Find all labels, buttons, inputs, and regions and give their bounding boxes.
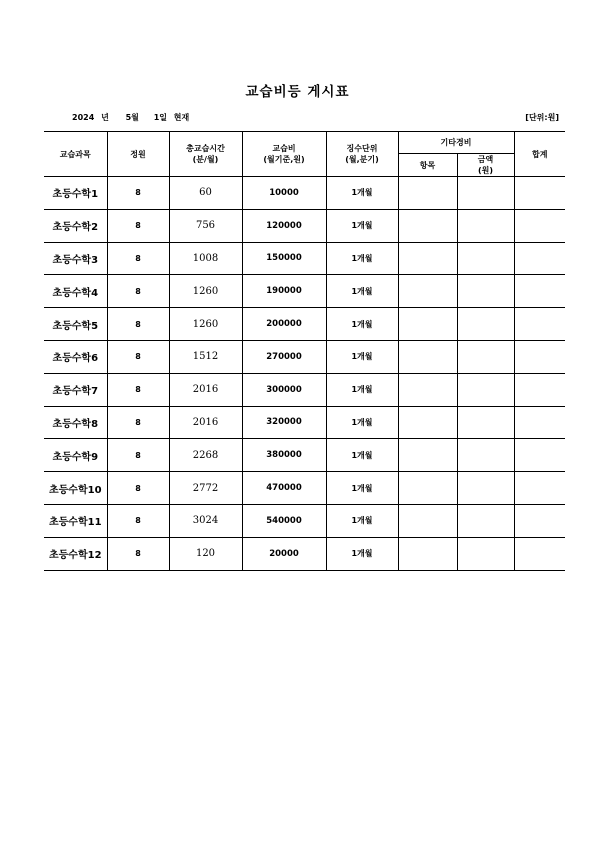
header-fee <box>242 132 326 177</box>
table-row <box>44 373 565 406</box>
header-total: 합계 <box>514 132 565 177</box>
cell-period: 1개월 <box>326 537 398 570</box>
cell-subject: 초등수학6 <box>44 340 107 373</box>
cell-subject: 초등수학8 <box>44 406 107 439</box>
cell-hours: 1260 <box>169 275 242 308</box>
cell-total <box>514 537 565 570</box>
table-row <box>44 275 565 308</box>
fee-table <box>44 131 565 571</box>
header-other-expenses: 기타경비 <box>398 132 514 154</box>
cell-hours: 2016 <box>169 406 242 439</box>
cell-total <box>514 242 565 275</box>
date-month: 5월 <box>125 113 139 122</box>
cell-total <box>514 177 565 210</box>
cell-item <box>398 504 457 537</box>
table-row <box>44 406 565 439</box>
document-title: 교습비등 게시표 <box>245 84 350 100</box>
table-row <box>44 439 565 472</box>
cell-period: 1개월 <box>326 406 398 439</box>
cell-capacity: 8 <box>107 406 169 439</box>
cell-hours: 1260 <box>169 308 242 341</box>
cell-fee: 120000 <box>242 209 326 242</box>
cell-period: 1개월 <box>326 209 398 242</box>
cell-subject: 초등수학5 <box>44 308 107 341</box>
cell-amount <box>457 242 514 275</box>
date-day: 1일 <box>153 113 167 122</box>
cell-item <box>398 439 457 472</box>
cell-capacity: 8 <box>107 537 169 570</box>
cell-total <box>514 504 565 537</box>
table-row <box>44 537 565 570</box>
table-row <box>44 209 565 242</box>
unit-note: [단위:원] <box>525 113 559 122</box>
date-line <box>72 112 193 123</box>
cell-item <box>398 308 457 341</box>
cell-fee: 470000 <box>242 472 326 505</box>
cell-item <box>398 406 457 439</box>
cell-hours: 2016 <box>169 373 242 406</box>
table-row <box>44 340 565 373</box>
table-body <box>44 177 565 571</box>
cell-period: 1개월 <box>326 373 398 406</box>
cell-item <box>398 209 457 242</box>
cell-total <box>514 472 565 505</box>
date-year: 2024 <box>72 113 95 122</box>
cell-item <box>398 275 457 308</box>
cell-capacity: 8 <box>107 472 169 505</box>
header-item: 항목 <box>398 154 457 177</box>
cell-fee: 20000 <box>242 537 326 570</box>
cell-item <box>398 177 457 210</box>
cell-capacity: 8 <box>107 242 169 275</box>
header-amount-line1: 금액 <box>477 155 494 164</box>
cell-period: 1개월 <box>326 242 398 275</box>
table-row <box>44 242 565 275</box>
cell-subject: 초등수학2 <box>44 209 107 242</box>
header-hours-line2: (분/월) <box>192 155 219 164</box>
header-period-line2: (월,분기) <box>345 155 379 164</box>
header-subject: 교습과목 <box>44 132 107 177</box>
cell-fee: 320000 <box>242 406 326 439</box>
cell-total <box>514 406 565 439</box>
cell-hours: 120 <box>169 537 242 570</box>
cell-capacity: 8 <box>107 275 169 308</box>
date-suffix: 현재 <box>173 113 190 122</box>
cell-subject: 초등수학7 <box>44 373 107 406</box>
cell-hours: 1008 <box>169 242 242 275</box>
cell-item <box>398 242 457 275</box>
cell-fee: 200000 <box>242 308 326 341</box>
cell-period: 1개월 <box>326 177 398 210</box>
table-row <box>44 504 565 537</box>
table-row <box>44 177 565 210</box>
cell-amount <box>457 537 514 570</box>
cell-total <box>514 308 565 341</box>
cell-total <box>514 275 565 308</box>
cell-capacity: 8 <box>107 209 169 242</box>
cell-capacity: 8 <box>107 504 169 537</box>
cell-fee: 270000 <box>242 340 326 373</box>
cell-hours: 2268 <box>169 439 242 472</box>
header-fee-line2: (월기준,원) <box>263 155 305 164</box>
header-amount <box>457 154 514 177</box>
header-period <box>326 132 398 177</box>
cell-fee: 150000 <box>242 242 326 275</box>
cell-subject: 초등수학10 <box>44 472 107 505</box>
header-hours <box>169 132 242 177</box>
header-fee-line1: 교습비 <box>272 144 296 153</box>
cell-subject: 초등수학4 <box>44 275 107 308</box>
cell-item <box>398 373 457 406</box>
cell-period: 1개월 <box>326 439 398 472</box>
header-hours-line1: 총교습시간 <box>186 144 225 153</box>
cell-amount <box>457 308 514 341</box>
cell-subject: 초등수학3 <box>44 242 107 275</box>
cell-amount <box>457 406 514 439</box>
cell-total <box>514 373 565 406</box>
cell-amount <box>457 504 514 537</box>
cell-amount <box>457 373 514 406</box>
table-row <box>44 472 565 505</box>
cell-amount <box>457 439 514 472</box>
cell-capacity: 8 <box>107 308 169 341</box>
cell-capacity: 8 <box>107 439 169 472</box>
table-row <box>44 308 565 341</box>
cell-item <box>398 472 457 505</box>
cell-capacity: 8 <box>107 340 169 373</box>
header-amount-line2: (원) <box>477 166 494 175</box>
cell-fee: 540000 <box>242 504 326 537</box>
cell-subject: 초등수학12 <box>44 537 107 570</box>
cell-hours: 60 <box>169 177 242 210</box>
cell-amount <box>457 275 514 308</box>
cell-fee: 190000 <box>242 275 326 308</box>
cell-subject: 초등수학1 <box>44 177 107 210</box>
header-capacity: 정원 <box>107 132 169 177</box>
date-year-unit: 년 <box>101 113 109 122</box>
cell-amount <box>457 209 514 242</box>
cell-capacity: 8 <box>107 373 169 406</box>
cell-hours: 1512 <box>169 340 242 373</box>
cell-amount <box>457 472 514 505</box>
cell-period: 1개월 <box>326 504 398 537</box>
cell-hours: 756 <box>169 209 242 242</box>
cell-item <box>398 537 457 570</box>
cell-hours: 2772 <box>169 472 242 505</box>
cell-capacity: 8 <box>107 177 169 210</box>
cell-period: 1개월 <box>326 340 398 373</box>
cell-hours: 3024 <box>169 504 242 537</box>
cell-amount <box>457 177 514 210</box>
cell-total <box>514 439 565 472</box>
cell-fee: 300000 <box>242 373 326 406</box>
cell-fee: 380000 <box>242 439 326 472</box>
cell-period: 1개월 <box>326 275 398 308</box>
cell-total <box>514 209 565 242</box>
cell-fee: 10000 <box>242 177 326 210</box>
cell-subject: 초등수학11 <box>44 504 107 537</box>
header-period-line1: 징수단위 <box>346 144 378 153</box>
cell-amount <box>457 340 514 373</box>
cell-item <box>398 340 457 373</box>
cell-period: 1개월 <box>326 472 398 505</box>
cell-subject: 초등수학9 <box>44 439 107 472</box>
cell-total <box>514 340 565 373</box>
cell-period: 1개월 <box>326 308 398 341</box>
